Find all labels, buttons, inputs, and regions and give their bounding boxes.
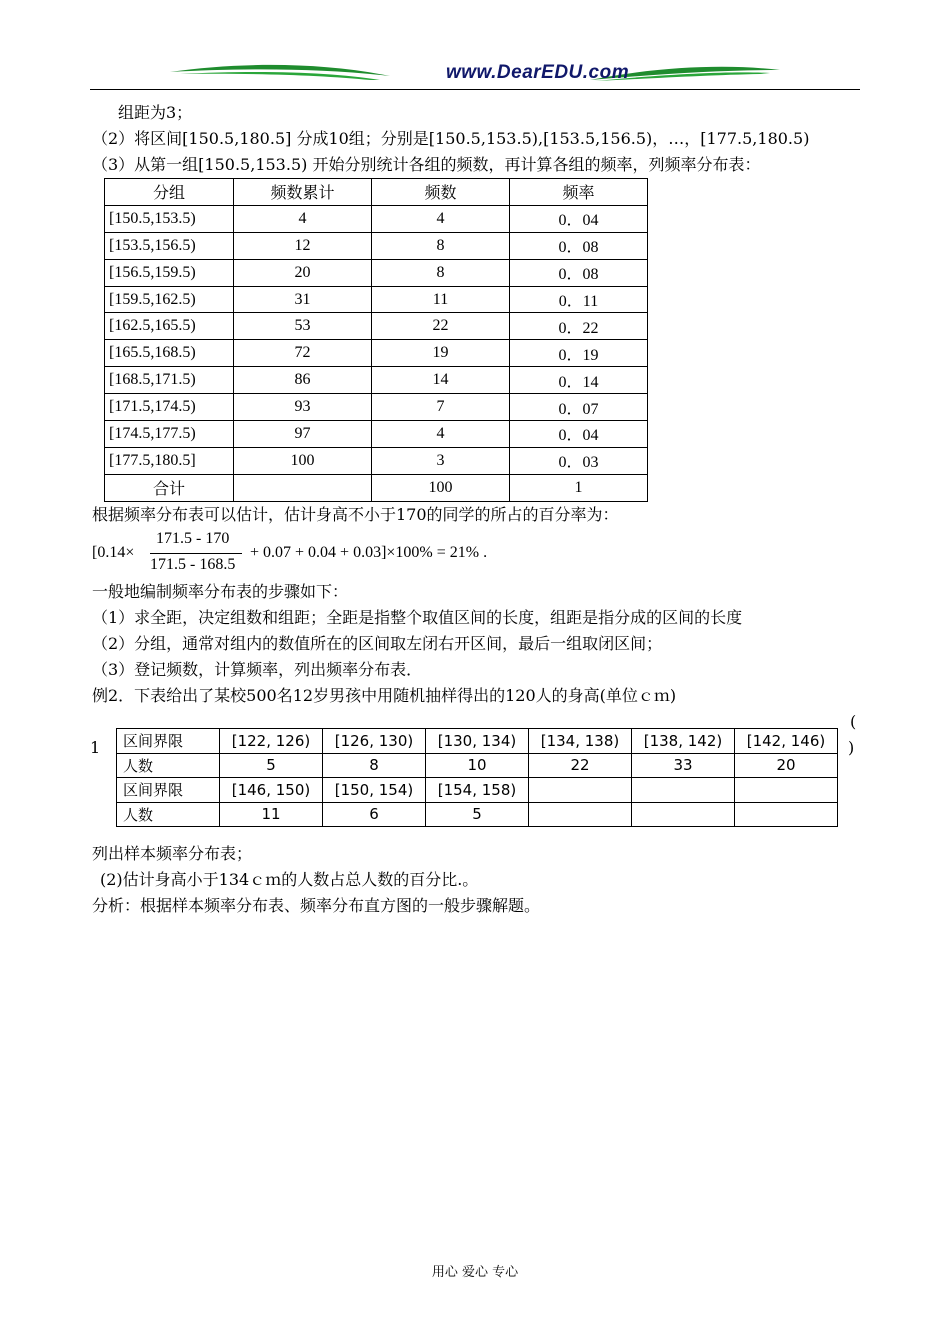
table-cell: [150.5,153.5) — [105, 205, 234, 232]
table-row — [105, 232, 648, 259]
text-line-5: 一般地编制频率分布表的步骤如下： — [92, 582, 349, 601]
table-cell: 31 — [234, 286, 372, 313]
table-cell: 0．22 — [510, 313, 648, 340]
table-row — [105, 286, 648, 313]
table-cell: 22 — [372, 313, 510, 340]
table-cell: [150, 154) — [323, 778, 426, 803]
table-row — [117, 802, 838, 827]
table-cell: [162.5,165.5) — [105, 313, 234, 340]
header-cell: 频数累计 — [234, 179, 372, 206]
table-row — [105, 313, 648, 340]
formula-denominator: 171.5 - 168.5 — [150, 556, 236, 573]
table-cell: [154, 158) — [426, 778, 529, 803]
table-row — [105, 205, 648, 232]
table-cell: 4 — [372, 421, 510, 448]
header-rule — [90, 89, 860, 90]
table-cell: [177.5,180.5] — [105, 447, 234, 474]
table-cell: [174.5,177.5) — [105, 421, 234, 448]
table-cell: 7 — [372, 394, 510, 421]
table-row — [117, 753, 838, 778]
table-cell: [138, 142) — [632, 729, 735, 754]
header-cell: 频率 — [510, 179, 648, 206]
table-cell: [165.5,168.5) — [105, 340, 234, 367]
table-row — [117, 778, 838, 803]
table-cell: 20 — [735, 753, 838, 778]
table-cell: 0．07 — [510, 394, 648, 421]
table-row — [105, 259, 648, 286]
text-line-4: 根据频率分布表可以估计，估计身高不小于170的同学的所占的百分率为： — [92, 505, 619, 524]
table-cell: [122, 126) — [220, 729, 323, 754]
formula-numerator: 171.5 - 170 — [156, 530, 230, 547]
table-cell: 0．04 — [510, 205, 648, 232]
text-line-12: 分析：根据样本频率分布表、频率分布直方图的一般步骤解题。 — [92, 896, 541, 915]
table-cell: 19 — [372, 340, 510, 367]
total-label-cell: 合计 — [105, 474, 234, 501]
table-cell: 6 — [323, 802, 426, 827]
table-row — [105, 447, 648, 474]
table-cell: 33 — [632, 753, 735, 778]
table-cell: 93 — [234, 394, 372, 421]
paren-close: ) — [848, 738, 855, 757]
table-cell: [153.5,156.5) — [105, 232, 234, 259]
table-cell: [168.5,171.5) — [105, 367, 234, 394]
table-cell: [142, 146) — [735, 729, 838, 754]
table-cell: 100 — [234, 447, 372, 474]
row-label: 区间界限 — [117, 729, 220, 754]
site-header — [90, 56, 860, 90]
table-cell — [529, 802, 632, 827]
table-cell — [234, 474, 372, 501]
table-cell: 5 — [220, 753, 323, 778]
table-cell: 11 — [372, 286, 510, 313]
row-label: 人数 — [117, 753, 220, 778]
text-line-1: 组距为3； — [118, 103, 193, 122]
table-cell: 11 — [220, 802, 323, 827]
header-cell: 分组 — [105, 179, 234, 206]
text-line-8: （3）登记频数，计算频率，列出频率分布表． — [92, 660, 423, 679]
table-cell: 22 — [529, 753, 632, 778]
table-cell: [126, 130) — [323, 729, 426, 754]
table-cell: 72 — [234, 340, 372, 367]
text-line-10: 列出样本频率分布表； — [92, 844, 253, 863]
table-cell — [632, 778, 735, 803]
table-cell: 100 — [372, 474, 510, 501]
formula-suffix: + 0.07 + 0.04 + 0.03]×100% = 21% . — [250, 544, 488, 561]
table-cell: 8 — [323, 753, 426, 778]
table-row — [105, 340, 648, 367]
table-cell: 12 — [234, 232, 372, 259]
text-line-3: （3）从第一组[150.5,153.5) 开始分别统计各组的频数，再计算各组的频率，列频率分布表： — [92, 155, 761, 174]
text-line-2: （2）将区间[150.5,180.5] 分成10组；分别是[150.5,153.5),[153.5,156.5)，…，[177.5,180.5) — [92, 129, 810, 148]
table-cell: 8 — [372, 232, 510, 259]
height-data-table — [116, 728, 838, 827]
table-cell: [159.5,162.5) — [105, 286, 234, 313]
row-label: 人数 — [117, 802, 220, 827]
table-cell: 4 — [234, 205, 372, 232]
item-number: 1 — [90, 738, 101, 757]
table-cell: 86 — [234, 367, 372, 394]
table-cell: 0．04 — [510, 421, 648, 448]
table-cell — [735, 778, 838, 803]
table-cell — [632, 802, 735, 827]
table-cell: 14 — [372, 367, 510, 394]
page-footer: 用心 爱心 专心 — [431, 1265, 519, 1280]
table-row — [117, 729, 838, 754]
table-row — [105, 421, 648, 448]
table-cell: 0．08 — [510, 232, 648, 259]
table-cell: 0．08 — [510, 259, 648, 286]
text-line-9: 例2．下表给出了某校500名12岁男孩中用随机抽样得出的120人的身高(单位ｃｍ) — [92, 686, 677, 705]
table-cell: 1 — [510, 474, 648, 501]
table-row — [105, 367, 648, 394]
table-cell — [735, 802, 838, 827]
table-cell: 8 — [372, 259, 510, 286]
table-cell: 10 — [426, 753, 529, 778]
table-cell: 0．03 — [510, 447, 648, 474]
table-cell: 53 — [234, 313, 372, 340]
table-row — [105, 394, 648, 421]
table-cell: 20 — [234, 259, 372, 286]
formula-prefix: [0.14× — [92, 544, 135, 561]
table-cell: [146, 150) — [220, 778, 323, 803]
table-cell: 3 — [372, 447, 510, 474]
table-cell: [130, 134) — [426, 729, 529, 754]
text-line-7: （2）分组，通常对组内的数值所在的区间取左闭右开区间，最后一组取闭区间； — [92, 634, 663, 653]
table-cell: 5 — [426, 802, 529, 827]
table-cell: 0．19 — [510, 340, 648, 367]
table-cell: [171.5,174.5) — [105, 394, 234, 421]
table-header-row — [105, 179, 648, 206]
site-logo-text: www.DearEDU.com — [446, 62, 630, 83]
frequency-table — [104, 178, 648, 502]
row-label: 区间界限 — [117, 778, 220, 803]
text-line-11: (2)估计身高小于134ｃｍ的人数占总人数的百分比.。 — [100, 870, 479, 889]
estimate-formula — [92, 530, 572, 576]
header-cell: 频数 — [372, 179, 510, 206]
table-cell: [134, 138) — [529, 729, 632, 754]
table-total-row — [105, 474, 648, 501]
table-cell: 4 — [372, 205, 510, 232]
fraction-bar — [150, 553, 242, 554]
paren-open: ( — [850, 712, 857, 731]
table-cell: 0．14 — [510, 367, 648, 394]
table-cell: 0．11 — [510, 286, 648, 313]
table-cell: 97 — [234, 421, 372, 448]
table-cell: [156.5,159.5) — [105, 259, 234, 286]
table-cell — [529, 778, 632, 803]
text-line-6: （1）求全距，决定组数和组距；全距是指整个取值区间的长度，组距是指分成的区间的长度 — [92, 608, 743, 627]
